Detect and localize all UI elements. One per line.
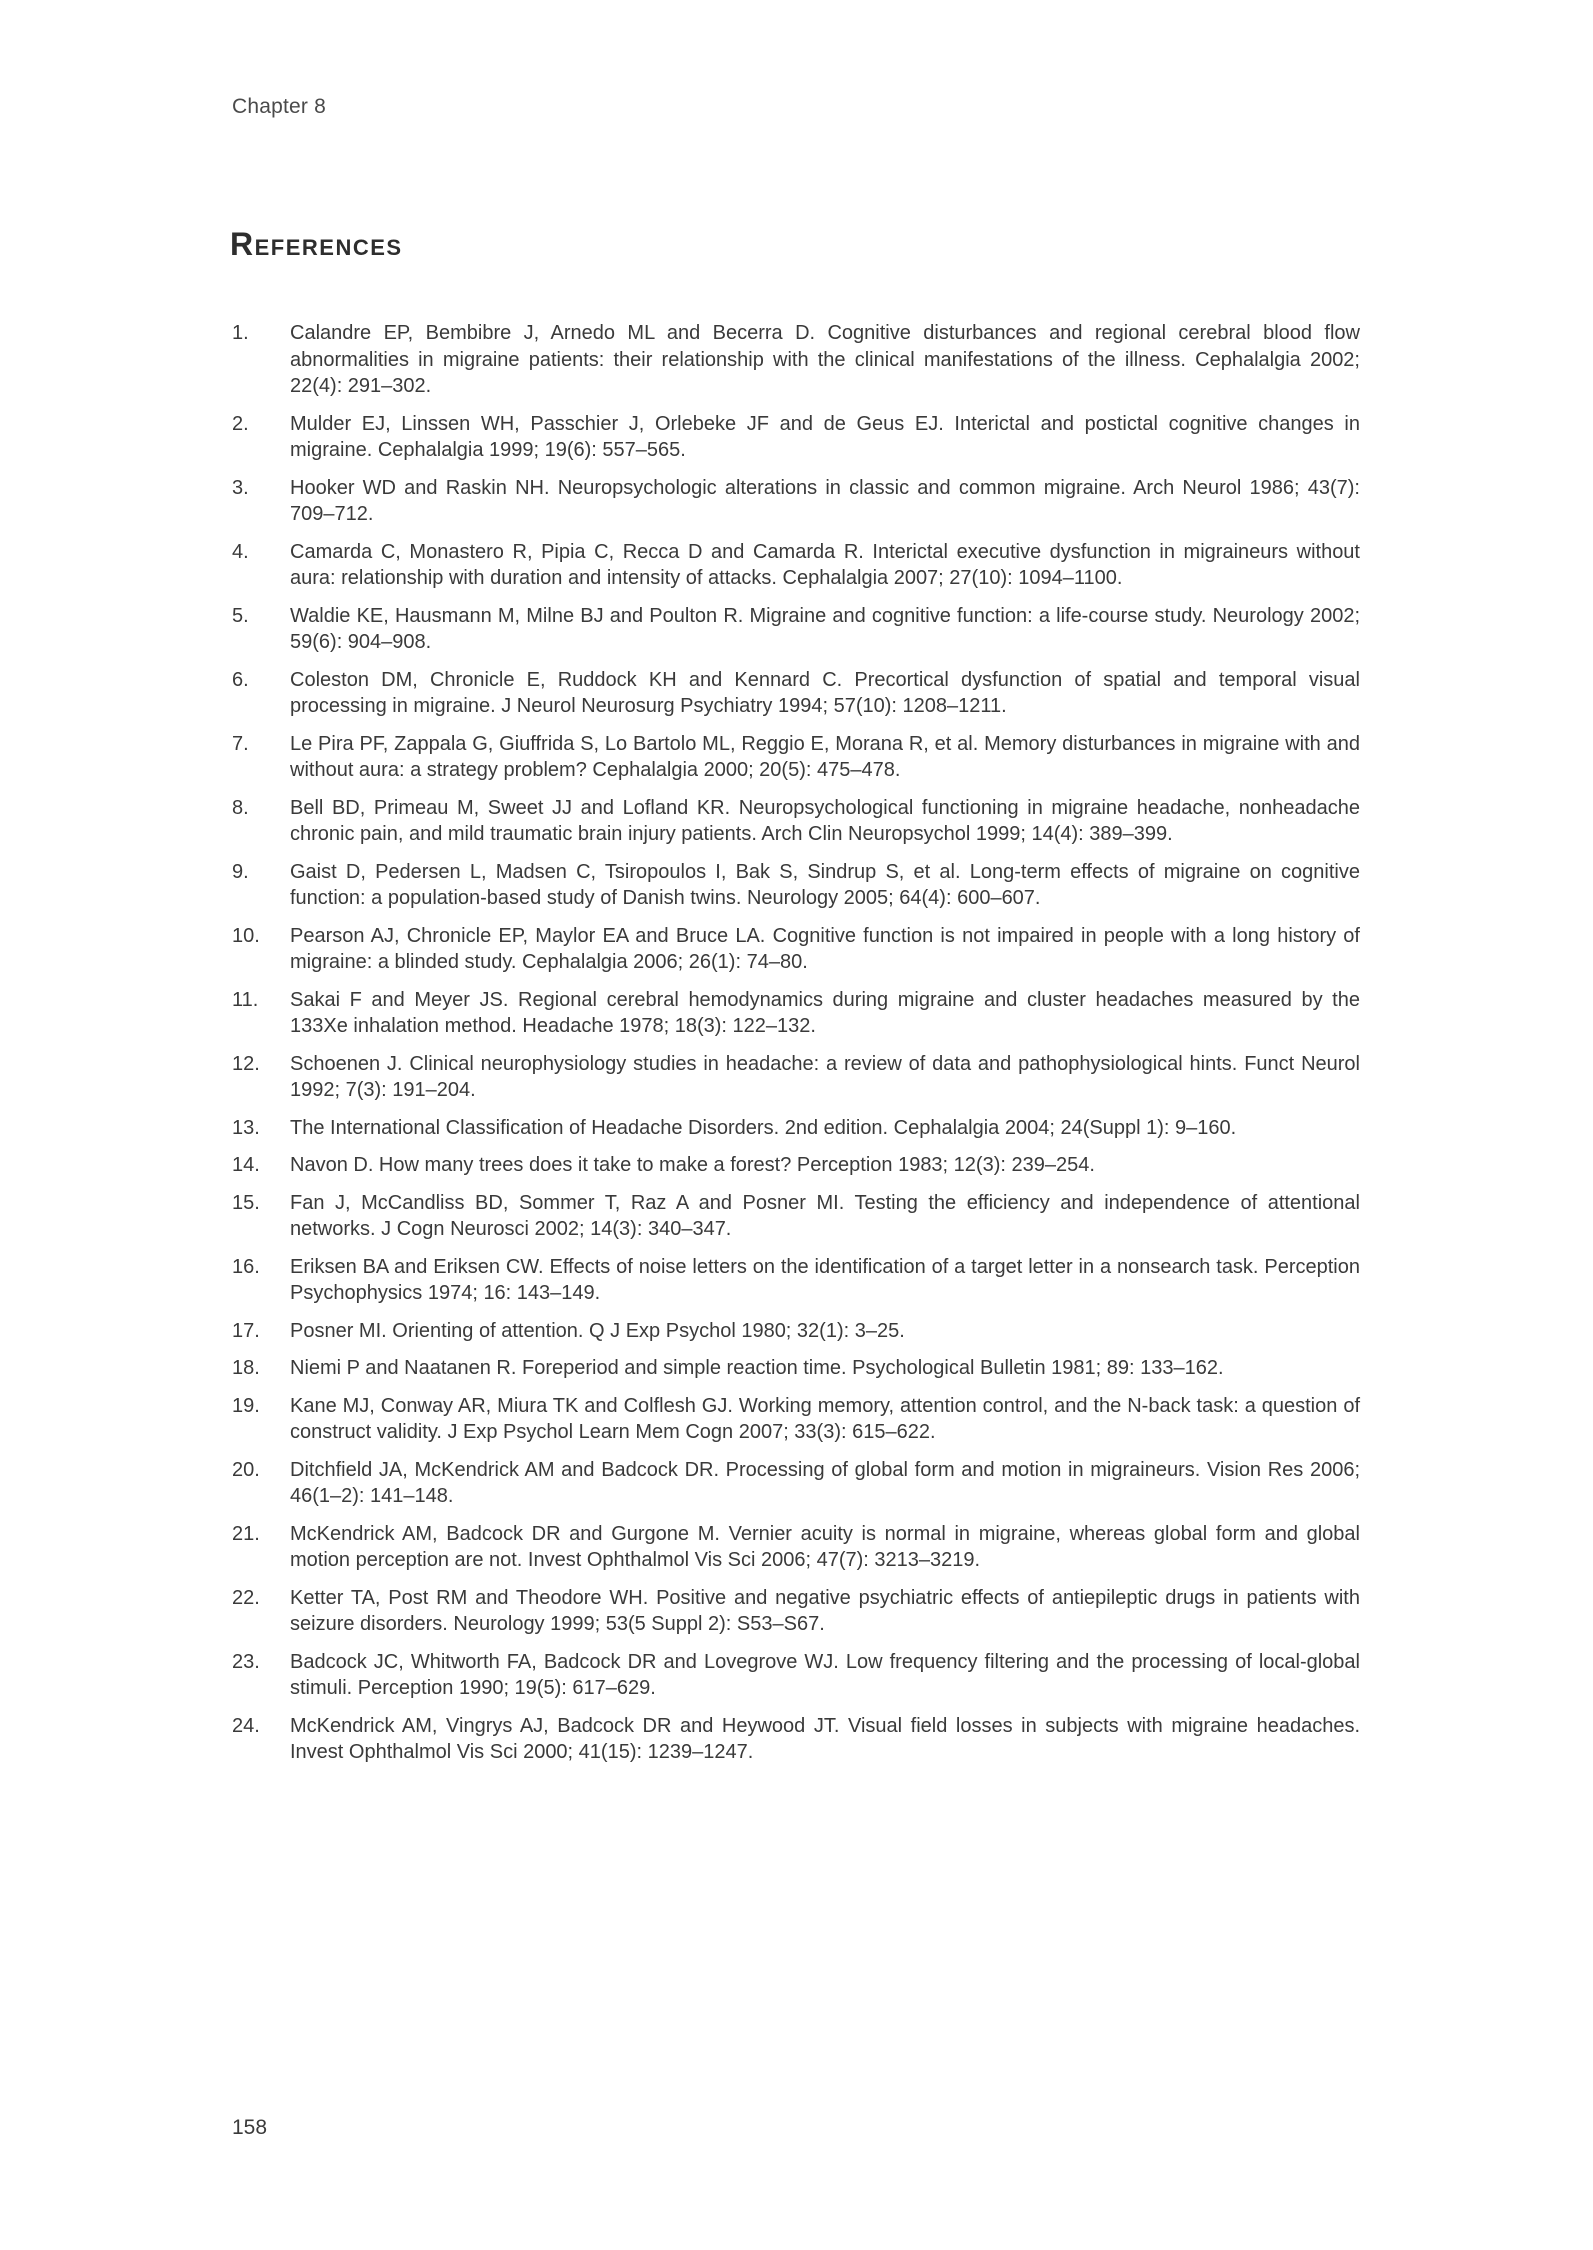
reference-item <box>232 1393 1360 1446</box>
reference-number: 23. <box>232 1650 260 1673</box>
reference-text: McKendrick AM, Vingrys AJ, Badcock DR and Heywood JT. Visual field losses in subjects with migraine headaches. Invest Ophthalmol Vis Sci 2000; 41(15): 1239–1247. <box>290 1714 1360 1763</box>
reference-text: McKendrick AM, Badcock DR and Gurgone M. Vernier acuity is normal in migraine, whereas global form and global motion perception are not. Invest Ophthalmol Vis Sci 2006; 47(7): 3213–3219. <box>290 1522 1360 1571</box>
reference-item <box>232 859 1360 912</box>
reference-text: Ditchfield JA, McKendrick AM and Badcock DR. Processing of global form and motion in migraineurs. Vision Res 2006; 46(1–2): 141–148. <box>290 1458 1360 1507</box>
reference-text: Le Pira PF, Zappala G, Giuffrida S, Lo Bartolo ML, Reggio E, Morana R, et al. Memory disturbances in migraine with and without aura: a strategy problem? Cephalalgia 2000; 20(5): 475–478. <box>290 732 1360 781</box>
reference-number: 18. <box>232 1357 260 1379</box>
reference-text: Fan J, McCandliss BD, Sommer T, Raz A and Posner MI. Testing the efficiency and independence of attentional networks. J Cogn Neurosci 2002; 14(3): 340–347. <box>290 1191 1360 1240</box>
reference-item <box>232 320 1360 400</box>
reference-number: 19. <box>232 1394 260 1417</box>
reference-item <box>232 411 1360 464</box>
reference-text: Posner MI. Orienting of attention. Q J Exp Psychol 1980; 32(1): 3–25. <box>290 1319 905 1342</box>
reference-item <box>232 1713 1360 1766</box>
reference-number: 10. <box>232 924 260 947</box>
reference-text: Mulder EJ, Linssen WH, Passchier J, Orlebeke JF and de Geus EJ. Interictal and postictal cognitive changes in migraine. Cephalalgia 1999; 19(6): 557–565. <box>290 412 1360 461</box>
reference-text: The International Classification of Headache Disorders. 2nd edition. Cephalalgia 2004; 24(Suppl 1): 9–160. <box>290 1116 1237 1139</box>
reference-item <box>232 1355 1360 1382</box>
reference-text: Coleston DM, Chronicle E, Ruddock KH and Kennard C. Precortical dysfunction of spatial and temporal visual processing in migraine. J Neurol Neurosurg Psychiatry 1994; 57(10): 1208–1211. <box>290 668 1360 717</box>
reference-number: 1. <box>232 322 249 344</box>
running-header: Chapter 8 <box>232 95 327 118</box>
reference-number: 6. <box>232 668 249 691</box>
reference-number: 11. <box>232 988 259 1011</box>
reference-text: Ketter TA, Post RM and Theodore WH. Positive and negative psychiatric effects of antiepileptic drugs in patients with seizure disorders. Neurology 1999; 53(5 Suppl 2): S53–S67. <box>290 1586 1360 1635</box>
reference-item <box>232 1585 1360 1638</box>
reference-item <box>232 1649 1360 1702</box>
page-number: 158 <box>232 2116 268 2139</box>
reference-number: 4. <box>232 540 249 563</box>
reference-text: Niemi P and Naatanen R. Foreperiod and simple reaction time. Psychological Bulletin 1981; 89: 133–162. <box>290 1357 1224 1379</box>
reference-text: Badcock JC, Whitworth FA, Badcock DR and Lovegrove WJ. Low frequency filtering and the processing of local-global stimuli. Perception 1990; 19(5): 617–629. <box>290 1650 1360 1699</box>
reference-number: 12. <box>232 1052 260 1075</box>
reference-number: 13. <box>232 1116 260 1139</box>
reference-number: 8. <box>232 796 249 819</box>
reference-text: Navon D. How many trees does it take to make a forest? Perception 1983; 12(3): 239–254. <box>290 1154 1095 1176</box>
reference-item <box>232 539 1360 592</box>
reference-number: 24. <box>232 1714 260 1737</box>
reference-text: Pearson AJ, Chronicle EP, Maylor EA and Bruce LA. Cognitive function is not impaired in people with a long history of migraine: a blinded study. Cephalalgia 2006; 26(1): 74–80. <box>290 924 1360 973</box>
reference-text: Bell BD, Primeau M, Sweet JJ and Lofland KR. Neuropsychological functioning in migraine headache, nonheadache chronic pain, and mild traumatic brain injury patients. Arch Clin Neuropsychol 1999; 14(4): 389–399. <box>290 796 1360 845</box>
reference-text: Sakai F and Meyer JS. Regional cerebral hemodynamics during migraine and cluster headaches measured by the 133Xe inhalation method. Headache 1978; 18(3): 122–132. <box>290 988 1360 1037</box>
reference-item <box>232 1521 1360 1574</box>
reference-item <box>232 1254 1360 1307</box>
reference-number: 7. <box>232 732 249 755</box>
reference-item <box>232 603 1360 656</box>
reference-number: 14. <box>232 1154 260 1176</box>
reference-text: Gaist D, Pedersen L, Madsen C, Tsiropoulos I, Bak S, Sindrup S, et al. Long-term effects of migraine on cognitive function: a population-based study of Danish twins. Neurology 2005; 64(4): 600–607. <box>290 860 1360 909</box>
reference-item <box>232 731 1360 784</box>
reference-number: 21. <box>232 1522 260 1545</box>
reference-text: Kane MJ, Conway AR, Miura TK and Colflesh GJ. Working memory, attention control, and the N-back task: a question of construct validity. J Exp Psychol Learn Mem Cogn 2007; 33(3): 615–622. <box>290 1394 1360 1443</box>
reference-number: 2. <box>232 412 249 435</box>
reference-number: 16. <box>232 1255 260 1278</box>
reference-item <box>232 1318 1360 1345</box>
page-title: References <box>230 226 403 262</box>
reference-item <box>232 923 1360 976</box>
reference-number: 22. <box>232 1586 260 1609</box>
reference-text: Calandre EP, Bembibre J, Arnedo ML and Becerra D. Cognitive disturbances and regional cerebral blood flow abnormalities in migraine patients: their relationship with the clinical manifestations of the illness. Cephalalgia 2002; 22(4): 291–302. <box>290 322 1360 397</box>
reference-number: 17. <box>232 1319 260 1342</box>
reference-list <box>232 320 1360 1777</box>
reference-item <box>232 667 1360 720</box>
reference-number: 15. <box>232 1191 260 1214</box>
reference-number: 5. <box>232 604 249 627</box>
reference-item <box>232 1457 1360 1510</box>
reference-text: Hooker WD and Raskin NH. Neuropsychologic alterations in classic and common migraine. Arch Neurol 1986; 43(7): 709–712. <box>290 476 1360 525</box>
reference-item <box>232 1190 1360 1243</box>
reference-text: Waldie KE, Hausmann M, Milne BJ and Poulton R. Migraine and cognitive function: a life-course study. Neurology 2002; 59(6): 904–908. <box>290 604 1360 653</box>
reference-text: Eriksen BA and Eriksen CW. Effects of noise letters on the identification of a target letter in a nonsearch task. Perception Psychophysics 1974; 16: 143–149. <box>290 1255 1360 1304</box>
reference-text: Camarda C, Monastero R, Pipia C, Recca D and Camarda R. Interictal executive dysfunction in migraineurs without aura: relationship with duration and intensity of attacks. Cephalalgia 2007; 27(10): 1094–1100. <box>290 540 1360 589</box>
reference-number: 9. <box>232 860 249 883</box>
reference-text: Schoenen J. Clinical neurophysiology studies in headache: a review of data and pathophysiological hints. Funct Neurol 1992; 7(3): 191–204. <box>290 1052 1360 1101</box>
reference-number: 20. <box>232 1458 260 1481</box>
reference-number: 3. <box>232 476 249 499</box>
reference-item <box>232 475 1360 528</box>
reference-item <box>232 1051 1360 1104</box>
reference-item <box>232 795 1360 848</box>
reference-item <box>232 1115 1360 1142</box>
reference-item <box>232 1152 1360 1179</box>
reference-item <box>232 987 1360 1040</box>
